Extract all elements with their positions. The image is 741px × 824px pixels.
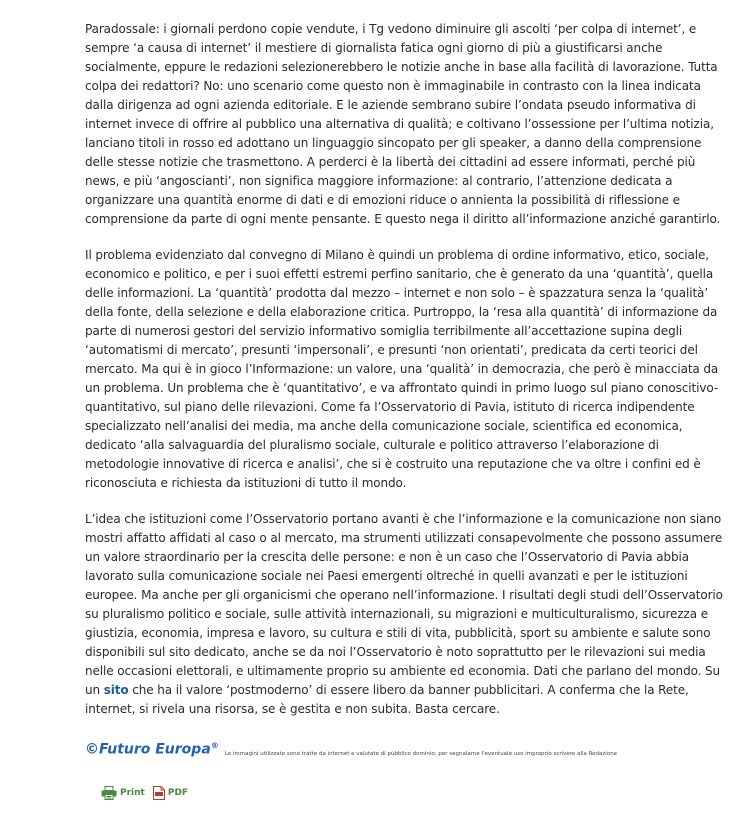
pdf-button[interactable] <box>153 786 188 800</box>
paragraph-3-text-end: che ha il valore ‘postmoderno’ di essere libero da banner pubblicitari. A conferma che la Rete, internet, si rivela una risorsa, se è gestita e non subita. Basta cercare. <box>85 683 689 716</box>
article-paragraph-3 <box>85 510 725 719</box>
article-paragraph-2: Il problema evidenziato dal convegno di Milano è quindi un problema di ordine informativo, etico, sociale, economico e politico, e per i suoi effetti estremi perfino sanitario, che è generato da una ‘quantità’, quella delle informazioni. La ‘quantità’ prodotta dal mezzo – internet e non solo – è spazzatura senza la ‘qualità’ della fonte, della selezione e della elaborazione critica. Purtroppo, la ‘resa alla quantità’ di informazione da parte di numerosi gestori del servizio informativo somiglia terribilmente all’accettazione supina degli ‘automatismi di mercato’, presunti ‘impersonali’, e presunti ‘non orientati’, predicata da certi teorici del mercato. Ma qui è in gioco l’Informazione: un valore, una ‘qualità’ in democrazia, che però è minacciata da un problema. Un problema che è ‘quantitativo’, e va affrontato quindi in primo luogo sul piano conoscitivo-quantitativo, sul piano delle rilevazioni. Come fa l’Osservatorio di Pavia, istituto di ricerca indipendente specializzato nell’analisi dei media, ma anche della comunicazione sociale, scientifica ed economica, dedicato ‘alla salvaguardia del pluralismo sociale, culturale e politico attraverso l’elaborazione di metodologie innovative di ricerca e analisi’, che si è costruito una reputazione che va oltre i confini ed è riconosciuta e richiesta da istituzioni di tutto il mondo. <box>85 248 719 490</box>
site-link[interactable]: sito <box>103 683 129 697</box>
article-actions <box>101 786 188 800</box>
article-footer <box>85 737 617 759</box>
article-paragraph-1: Paradossale: i giornali perdono copie vendute, i Tg vedono diminuire gli ascolti ‘per colpa di internet’, e sempre ‘a causa di internet’ il mestiere di giornalista fatica ogni giorno di più a giustificarsi anche socialmente, eppure le redazioni selezionerebbero le notizie anche in base alla facilità di lavorazione. Tutta colpa dei redattori? No: uno scenario come questo non è immaginabile in contrasto con la linea indicata dalla dirigenza ad ogni azienda editoriale. E le aziende sembrano subire l’ondata pseudo informativa di internet invece di offrire al pubblico una alternativa di qualità; e coltivano l’ossessione per l’ultima notizia, lanciano titoli in rosso ed adottano un linguaggio sincopato per gli speaker, a danno della comprensione delle stesse notizie che trasmettono. A perderci è la libertà dei cittadini ad essere informati, perché più news, e più ‘angoscianti’, non significa maggiore informazione: al contrario, l’attenzione dedicata a organizzare una quantità enorme di dati e di emozioni riduce o annienta la possibilità di riflessione e comprensione da parte di ogni mente pensante. E questo nega il diritto all’informazione anziché garantirlo. <box>85 22 721 226</box>
pdf-label: PDF <box>167 788 189 798</box>
image-disclaimer: Le immagini utilizzate sono tratte da internet e valutate di pubblico dominio: per segnalarne l'eventuale uso improprio scrivere alla Redazione <box>224 750 618 757</box>
brand-name: ©Futuro Europa <box>85 741 211 758</box>
brand-signature <box>85 737 219 759</box>
pdf-document-icon <box>153 786 165 800</box>
paragraph-3-text-start: L’idea che istituzioni come l’Osservatorio portano avanti è che l’informazione e la comunicazione non siano mostri affatto affidati al caso o al mercato, ma strumenti utilizzati consapevolmente che possono assumere un valore straordinario per la crescita delle persone: e non è un caso che l’Osservatorio di Pavia abbia lavorato sulla comunicazione sociale nei Paesi emergenti oltreché in quelli avanzati e per le istituzioni europee. Ma anche per gli organicismi che operano nell’informazione. I risultati degli studi dell’Osservatorio su pluralismo politico e sociale, sulle attività internazionali, su migrazioni e multiculturalismo, sicurezza e giustizia, economia, impresa e lavoro, su cultura e stili di vita, pubblicità, sport su ambiente e salute sono disponibili sul sito dedicato, anche se da noi l’Osservatorio è noto soprattutto per le rilevazioni sui media nelle occasioni elettorali, e ultimamente proprio su ambiente ed economia. Dati che parlano del mondo. Su un <box>85 512 723 697</box>
article-body <box>85 20 725 736</box>
print-button[interactable] <box>101 786 145 800</box>
brand-registered-mark: ® <box>210 741 219 750</box>
print-label: Print <box>120 788 145 798</box>
printer-icon <box>101 786 117 800</box>
